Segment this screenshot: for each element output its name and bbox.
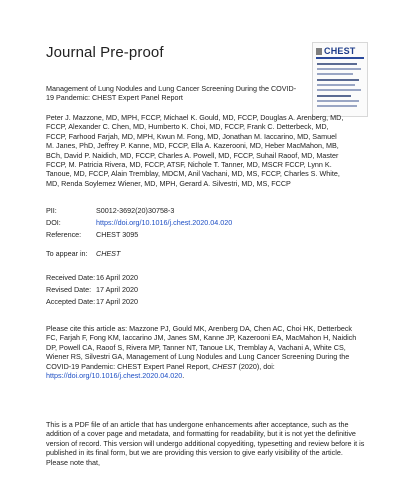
- journal-cover-thumbnail: [312, 42, 368, 117]
- doi-label: DOI:: [46, 218, 61, 227]
- citation-doi-link[interactable]: https://doi.org/10.1016/j.chest.2020.04.020: [46, 371, 183, 381]
- cover-text-line: [317, 89, 361, 91]
- citation-text: Please cite this article as: Mazzone PJ, Gould MK, Arenberg DA, Chen AC, Choi HK, Detterbeck FC, Farjah F, Fong KM, Iaccarino JM, Janes SM, Kanne JP, Kazerooni EA, MacMahon H, Naidich DP, Powell CA, Raoof S, Rivera MP, Tanner NT, Tanoue LK, Tremblay A, Vachani A, White CS, Wiener RS, Silvestri GA, Management of Lung Nodules and Lung Cancer Screening During the COVID-19 Pandemic: CHEST Expert Panel Report,: [46, 324, 357, 371]
- pii-value: S0012-3692(20)30758-3: [96, 206, 175, 215]
- citation-suffix: (2020), doi:: [238, 361, 275, 371]
- cover-text-line: [317, 105, 357, 107]
- doi-link[interactable]: https://doi.org/10.1016/j.chest.2020.04.020: [96, 218, 233, 227]
- cover-text-line: [317, 63, 357, 65]
- journal-pre-proof-label: Journal Pre-proof: [46, 44, 164, 61]
- appear-in-value: CHEST: [96, 249, 121, 258]
- received-date-label: Received Date:: [46, 273, 96, 282]
- reference-value: CHEST 3095: [96, 230, 139, 239]
- cover-text-line: [317, 84, 355, 86]
- cover-text-line: [317, 68, 361, 70]
- cover-text-line: [317, 73, 353, 75]
- article-title: Management of Lung Nodules and Lung Cancer Screening During the COVID-19 Pandemic: CHEST Expert Panel Report: [46, 84, 297, 103]
- disclaimer-paragraph: This is a PDF file of an article that has undergone enhancements after acceptance, such as the addition of a cover page and metadata, and formatting for readability, but it is not yet the definitive version of record. This version will undergo additional copyediting, typesetting and review before it is published in its final form, but we are providing this version to give early visibility of the article. Please note that,: [46, 420, 365, 467]
- cover-text-line: [317, 95, 351, 97]
- revised-date-label: Revised Date:: [46, 285, 92, 294]
- author-list: Peter J. Mazzone, MD, MPH, FCCP, Michael K. Gould, MD, FCCP, Douglas A. Arenberg, MD, FCCP, Alexander C. Chen, MD, Humberto K. Choi, MD, FCCP, Frank C. Detterbeck, MD, FCCP, Farhood Farjah, MD, MPH, Kwun M. Fong, MD, Jonathan M. Iaccarino, MD, Samuel M. Janes, PhD, Jeffrey P. Kanne, MD, FCCP, Ella A. Kazerooni, MD, Heber MacMahon, MB, BCh, David P. Naidich, MD, FCCP, Charles A. Powell, MD, FCCP, Suhail Raoof, MD, Master FCCP, M. Patricia Rivera, MD, FCCP, ATSF, Nichole T. Tanner, MD, MSCR FCCP, Lynn K. Tanoue, MD, FCCP, Alain Tremblay, MDCM, Anil Vachani, MD, MS, FCCP, Charles S. White, MD, Renda Soylemez Wiener, MD, MPH, Gerard A. Silvestri, MD, MS, FCCP: [46, 113, 344, 188]
- citation-end: .: [182, 371, 185, 381]
- journal-emblem-icon: [316, 48, 322, 55]
- appear-in-label: To appear in:: [46, 249, 88, 258]
- cover-text-line: [317, 79, 359, 81]
- pii-label: PII:: [46, 206, 57, 215]
- citation-journal: CHEST: [212, 361, 237, 371]
- cover-band: [316, 57, 364, 59]
- citation-paragraph: [46, 324, 364, 380]
- revised-date-value: 17 April 2020: [96, 285, 138, 294]
- reference-label: Reference:: [46, 230, 82, 239]
- accepted-date-value: 17 April 2020: [96, 297, 138, 306]
- journal-logo-text: CHEST: [324, 46, 356, 56]
- accepted-date-label: Accepted Date:: [46, 297, 96, 306]
- cover-text-line: [317, 100, 359, 102]
- received-date-value: 16 April 2020: [96, 273, 138, 282]
- journal-logo: [316, 46, 356, 56]
